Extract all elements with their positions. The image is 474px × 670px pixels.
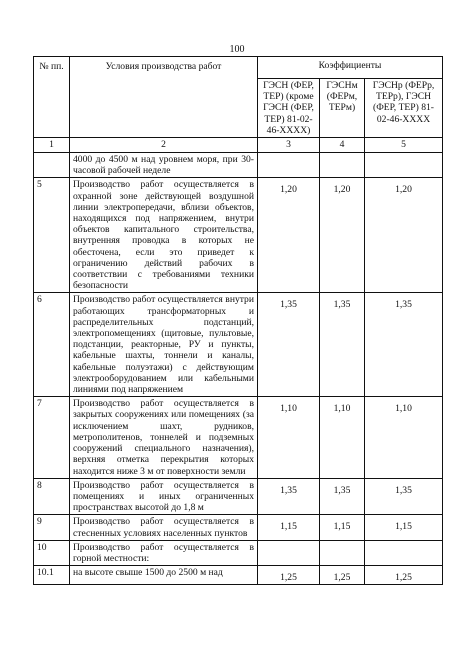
column-index: 2	[70, 138, 258, 153]
column-index-row	[34, 138, 443, 153]
row-coef-gesnm: 1,15	[320, 515, 365, 540]
row-coef-gesnr: 1,20	[365, 178, 443, 293]
table-row	[34, 478, 443, 515]
column-index: 3	[258, 138, 320, 153]
row-coef-gesnr: 1,25	[365, 566, 443, 585]
row-conditions: Производство работ осуществляется в помещениях и иных ограниченных пространствах высотой до 1,8 м	[70, 478, 258, 515]
row-number: 8	[34, 478, 70, 515]
row-coef-gesn	[258, 153, 320, 178]
header-col5: ГЭСНр (ФЕРр, ТЕРр), ГЭСН (ФЕР, ТЕР) 81-02-46-ХХХХ	[365, 79, 443, 138]
row-coef-gesnr: 1,15	[365, 515, 443, 540]
table-row	[34, 153, 443, 178]
row-coef-gesn: 1,20	[258, 178, 320, 293]
row-number: 7	[34, 397, 70, 478]
row-coef-gesnr	[365, 540, 443, 565]
row-conditions: Производство работ осуществляется в охранной зоне действующей воздушной линии электропередачи, вблизи объектов, находящихся под напряжением, внутри объектов капитального строительства, внутренняя проводка в которых не обесточена, если это приведет к ограничению действий рабочих в соответствии с требованиями техники безопасности	[70, 178, 258, 293]
table-header-row	[34, 57, 443, 79]
column-index: 1	[34, 138, 70, 153]
row-conditions: Производство работ осуществляется в стесненных условиях населенных пунктов	[70, 515, 258, 540]
coefficients-table	[33, 56, 443, 585]
header-coefficients: Коэффициенты	[258, 57, 443, 79]
row-conditions: на высоте свыше 1500 до 2500 м над	[70, 566, 258, 585]
row-number: 10	[34, 540, 70, 565]
header-number: № пп.	[34, 57, 70, 138]
table-body	[34, 153, 443, 585]
header-col4: ГЭСНм (ФЕРм, ТЕРм)	[320, 79, 365, 138]
header-conditions: Условия производства работ	[70, 57, 258, 138]
row-coef-gesn: 1,15	[258, 515, 320, 540]
table-row	[34, 293, 443, 397]
row-coef-gesnm: 1,20	[320, 178, 365, 293]
table-row	[34, 540, 443, 565]
row-number: 5	[34, 178, 70, 293]
row-conditions: Производство работ осуществляется внутри работающих трансформаторных и распределительных подстанций, электропомещениях (щитовые, пультовые, подстанции, реакторные, РУ и пункты, кабельные шахты, тоннели и каналы, кабельные полуэтажи) с действующим электрооборудованием или кабельными линиями под напряжением	[70, 293, 258, 397]
row-coef-gesn: 1,35	[258, 478, 320, 515]
column-index: 5	[365, 138, 443, 153]
table-row	[34, 178, 443, 293]
row-coef-gesn: 1,35	[258, 293, 320, 397]
row-coef-gesnr: 1,35	[365, 478, 443, 515]
row-coef-gesnm: 1,10	[320, 397, 365, 478]
row-number: 10.1	[34, 566, 70, 585]
row-conditions: Производство работ осуществляется в горной местности:	[70, 540, 258, 565]
table-row	[34, 515, 443, 540]
column-index: 4	[320, 138, 365, 153]
row-coef-gesn: 1,25	[258, 566, 320, 585]
row-coef-gesnm: 1,35	[320, 478, 365, 515]
page-number: 100	[229, 44, 245, 55]
header-col3: ГЭСН (ФЕР, ТЕР) (кроме ГЭСН (ФЕР, ТЕР) 81-02-46-ХХХХ)	[258, 79, 320, 138]
row-coef-gesnm	[320, 540, 365, 565]
table-row	[34, 566, 443, 585]
row-coef-gesn	[258, 540, 320, 565]
row-coef-gesnr: 1,35	[365, 293, 443, 397]
row-coef-gesnm	[320, 153, 365, 178]
row-coef-gesn: 1,10	[258, 397, 320, 478]
row-coef-gesnm: 1,35	[320, 293, 365, 397]
row-conditions: Производство работ осуществляется в закрытых сооружениях или помещениях (за исключением шахт, рудников, метрополитенов, тоннелей и подземных сооружений специального назначения), верхняя отметка перекрытия которых находится ниже 3 м от поверхности земли	[70, 397, 258, 478]
row-coef-gesnr	[365, 153, 443, 178]
row-number: 6	[34, 293, 70, 397]
row-number	[34, 153, 70, 178]
row-conditions: 4000 до 4500 м над уровнем моря, при 30-часовой рабочей неделе	[70, 153, 258, 178]
row-coef-gesnr: 1,10	[365, 397, 443, 478]
row-number: 9	[34, 515, 70, 540]
row-coef-gesnm: 1,25	[320, 566, 365, 585]
table-row	[34, 397, 443, 478]
